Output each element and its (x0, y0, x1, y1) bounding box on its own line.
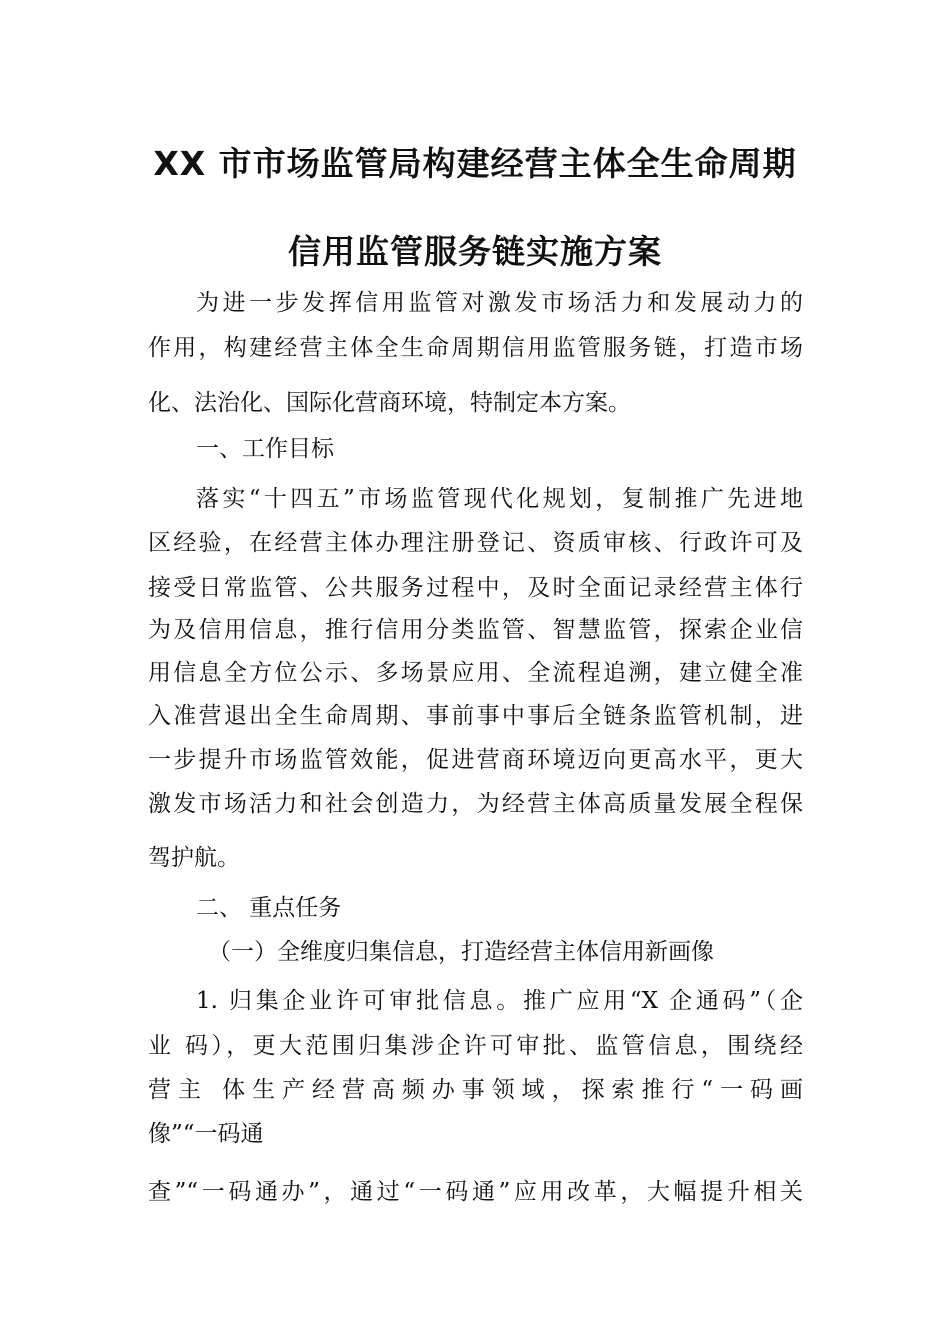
subsection-heading: （一）全维度归集信息，打造经营主体信用新画像 (208, 939, 714, 965)
body-line: 驾护航。 (148, 845, 240, 871)
item-line: 1. 归集企业许可审批信息。推广应用“X 企通码”（企 (196, 988, 803, 1014)
body-line: 一步提升市场监管效能，促进营商环境迈向更高水平，更大 (148, 747, 803, 773)
body-line: 落实“十四五”市场监管现代化规划，复制推广先进地 (196, 486, 803, 512)
item-line: 业 码），更大范围归集涉企许可审批、监管信息，围绕经 (148, 1033, 803, 1059)
intro-line: 化、法治化、国际化营商环境，特制定本方案。 (148, 390, 631, 416)
item-line: 像”“一码通 (148, 1121, 264, 1147)
body-line: 激发市场活力和社会创造力，为经营主体高质量发展全程保 (148, 791, 803, 817)
body-line: 区经验，在经营主体办理注册登记、资质审核、行政许可及 (148, 530, 803, 556)
section-heading-tasks: 二、 重点任务 (196, 895, 342, 921)
section-heading-goals: 一、工作目标 (196, 436, 334, 462)
intro-line: 为进一步发挥信用监管对激发市场活力和发展动力的 (196, 290, 803, 316)
intro-line: 作用，构建经营主体全生命周期信用监管服务链，打造市场 (148, 335, 803, 361)
item-line: 营主 体生产经营高频办事领域，探索推行“一码画 (148, 1077, 803, 1103)
document-title-line-1: XX 市市场监管局构建经营主体全生命周期 (153, 144, 797, 183)
body-line: 为及信用信息，推行信用分类监管、智慧监管，探索企业信 (148, 617, 803, 643)
item-line: 查”“一码通办”，通过“一码通”应用改革，大幅提升相关 (148, 1179, 803, 1205)
body-line: 用信息全方位公示、多场景应用、全流程追溯，建立健全准 (148, 660, 803, 686)
body-line: 入准营退出全生命周期、事前事中事后全链条监管机制，进 (148, 703, 803, 729)
body-line: 接受日常监管、公共服务过程中，及时全面记录经营主体行 (148, 575, 803, 601)
document-title-line-2: 信用监管服务链实施方案 (288, 232, 662, 271)
